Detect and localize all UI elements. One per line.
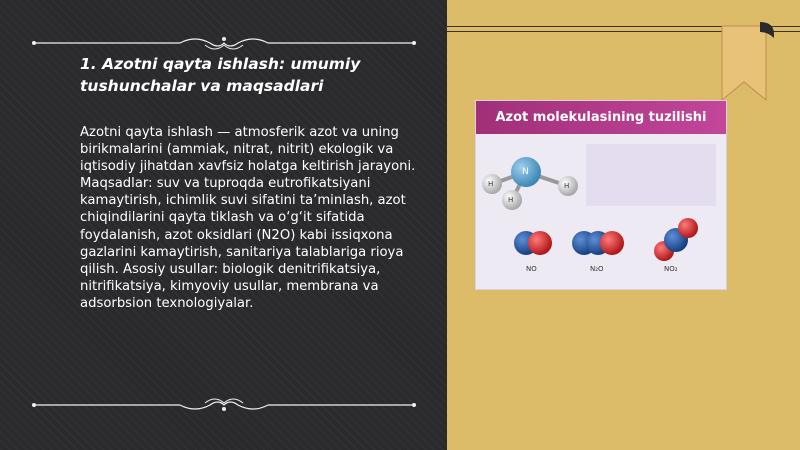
atom-label-h1: H <box>488 180 494 188</box>
molecule-label-no2: NO₂ <box>664 265 678 273</box>
atom-label-h2: H <box>564 182 570 190</box>
bookmark-ribbon-icon <box>716 20 774 106</box>
figure-body <box>476 134 726 289</box>
atom-label-h3: H <box>508 196 514 204</box>
molecule-label-no: NO <box>526 265 537 273</box>
molecule-label-n2o: N₂O <box>590 265 604 273</box>
figure-header: Azot molekulasining tuzilishi <box>476 101 726 134</box>
atom-label-n: N <box>522 167 529 177</box>
ornament-divider-icon <box>30 33 418 55</box>
molecule-figure <box>475 100 727 290</box>
slide-title: 1. Azotni qayta ishlash: umumiy tushunchalar va maqsadlari <box>80 55 361 95</box>
slide-body-text: Azotni qayta ishlash — atmosferik azot va uning birikmalarini (ammiak, nitrat, nitrit) ekologik va iqtisodiy jihatdan xavfsiz holatga keltirish jarayoni. Maqsadlar: suv va tuproqda eutrofikatsiyani kamaytirish, ichimlik suvi sifatini ta’minlash, azot chiqindilarini qayta tiklash va o‘g‘it sifatida foydalanish, azot oksidlari (N2O) kabi issiqxona gazlarini kamaytirish, sanitariya talablariga rioya qilish. Asosiy usullar: biologik denitrifikatsiya, nitrifikatsiya, kimyoviy usullar, membrana va adsorbsion texnologiyalar. <box>80 125 416 311</box>
ornament-divider-icon <box>30 393 418 415</box>
